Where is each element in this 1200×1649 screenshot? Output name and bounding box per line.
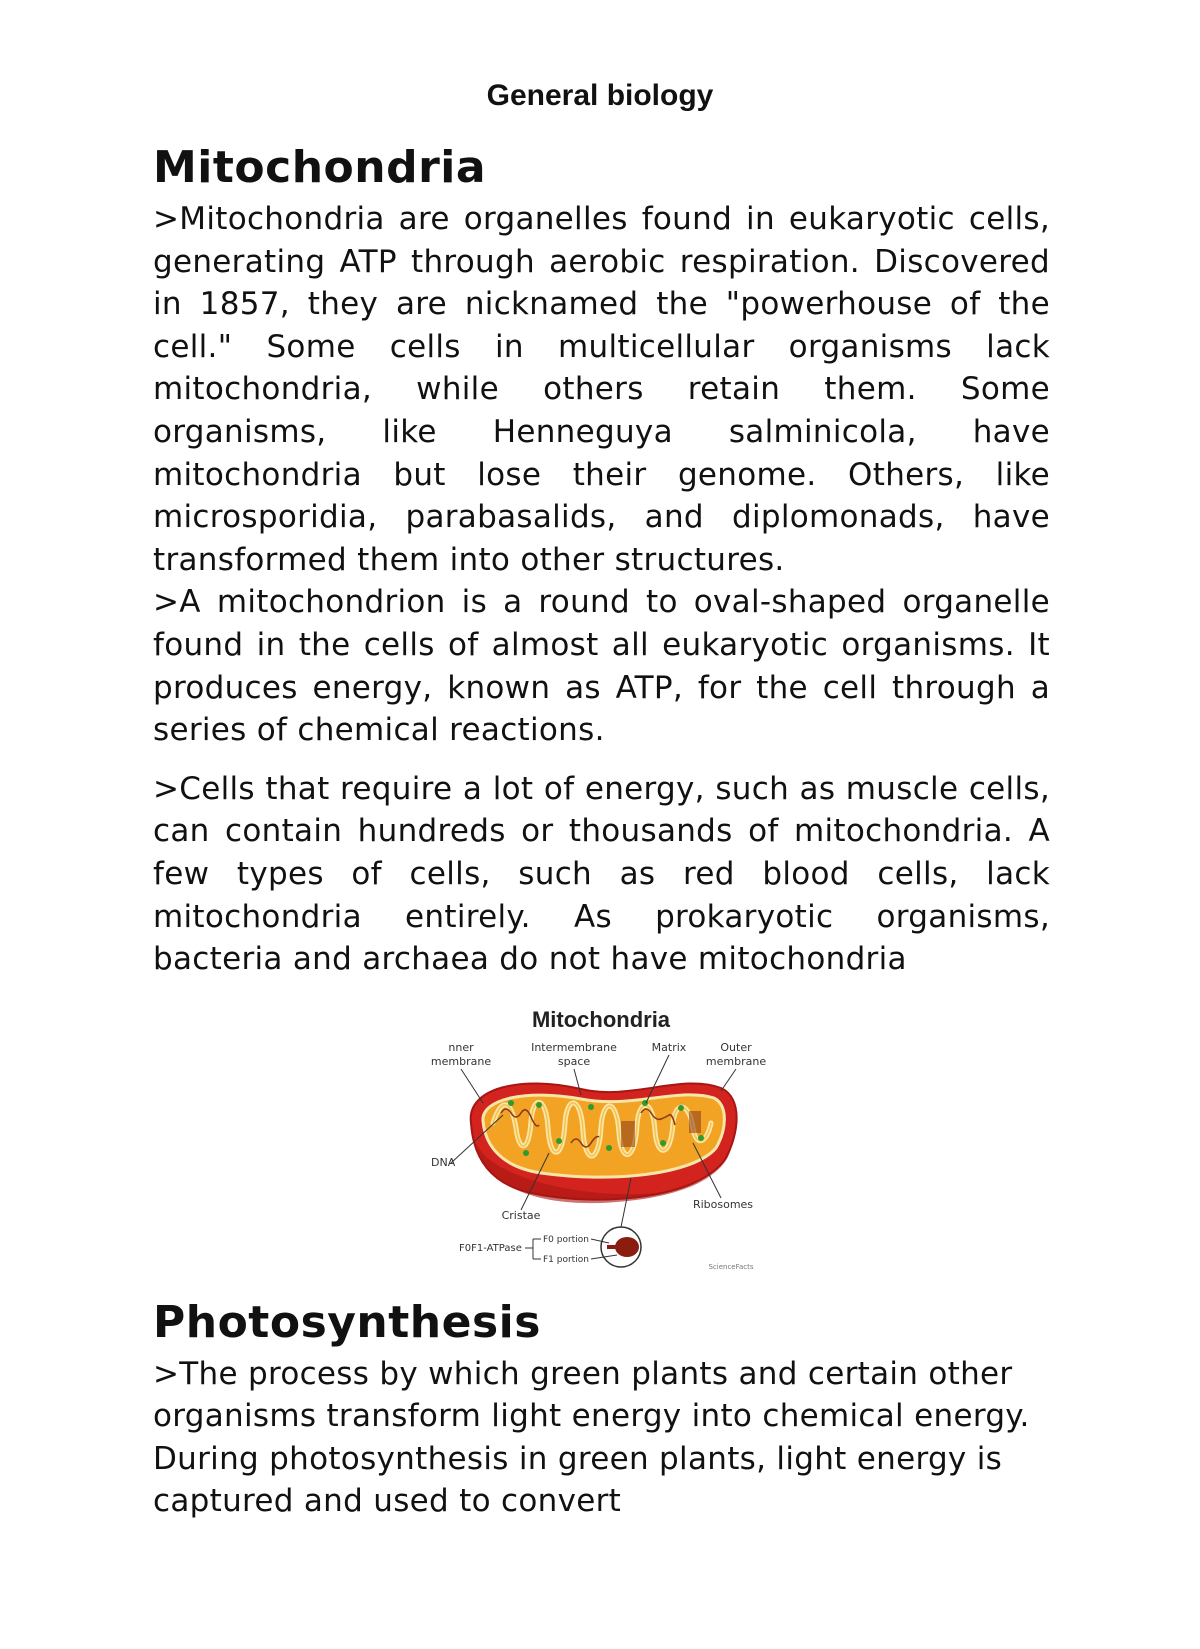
- ribosome-dot: [588, 1104, 594, 1110]
- label-intermembrane-1: Intermembrane: [531, 1040, 617, 1054]
- ribosome-dot: [523, 1150, 529, 1156]
- leader-inner-membrane: [461, 1069, 483, 1103]
- label-cristae: Cristae: [501, 1208, 541, 1222]
- ribosome-dot: [556, 1138, 562, 1144]
- label-intermembrane-2: space: [557, 1054, 591, 1068]
- label-inner-membrane-1: nner: [448, 1040, 474, 1054]
- diagram-credit: ScienceFacts: [708, 1262, 754, 1271]
- ribosome-dot: [508, 1100, 514, 1106]
- mitochondria-diagram: [431, 1003, 771, 1283]
- label-ribosomes: Ribosomes: [692, 1197, 754, 1211]
- label-outer-membrane-2: membrane: [705, 1054, 767, 1068]
- ribosome-dot: [660, 1140, 666, 1146]
- paragraph-mitochondria-3: >Cells that require a lot of energy, such as muscle cells, can contain hundreds or thousands of mitochondria. A few types of cells, such as red blood cells, lack mitochondria entirely. As prokaryotic organisms, bacteria and archaea do not have mitochondria: [153, 770, 1050, 978]
- ribosome-dot: [678, 1105, 684, 1111]
- diagram-title: Mitochondria: [531, 1006, 671, 1032]
- paragraph-photosynthesis-1: >The process by which green plants and certain other organisms transform light energy into chemical energy. During photosynthesis in green plants, light energy is captured and used to convert: [153, 1355, 1030, 1520]
- label-f1-portion: F1 portion: [543, 1254, 589, 1265]
- label-f0-portion: F0 portion: [543, 1234, 589, 1245]
- document-title: General biology: [486, 79, 714, 112]
- ribosome-cluster-2: [689, 1111, 701, 1133]
- label-atp-synthase: F0F1-ATPase: [459, 1242, 522, 1254]
- section-heading-photosynthesis: Photosynthesis: [153, 1296, 541, 1348]
- label-matrix: Matrix: [651, 1040, 687, 1054]
- bracket-atp-synthase: [525, 1239, 541, 1259]
- mitochondria-diagram-svg: [431, 1003, 771, 1283]
- label-dna: DNA: [431, 1155, 456, 1169]
- paragraph-mitochondria-2: >A mitochondrion is a round to oval-shaped organelle found in the cells of almost all eukaryotic organisms. It produces energy, known as ATP, for the cell through a series of chemical reactions.: [153, 584, 1050, 749]
- section-heading-mitochondria: Mitochondria: [153, 142, 487, 193]
- ribosome-dot: [536, 1102, 542, 1108]
- paragraph-mitochondria-1: >Mitochondria are organelles found in eukaryotic cells, generating ATP through aerobic respiration. Discovered in 1857, they are nicknamed the "powerhouse of the cell." Some cells in multicellular organisms lack mitochondria, while others retain them. Some organisms, like Henneguya salminicola, have mitochondria but lose their genome. Others, like microsporidia, parabasalids, and diplomonads, have transformed them into other structures.: [153, 201, 1050, 578]
- ribosome-dot: [698, 1135, 704, 1141]
- label-outer-membrane-1: Outer: [720, 1040, 752, 1054]
- ribosome-cluster-1: [621, 1121, 635, 1147]
- leader-outer-membrane: [721, 1069, 736, 1091]
- document-body: [153, 138, 1050, 1523]
- atp-synthase-stalk: [607, 1245, 619, 1249]
- ribosome-dot: [606, 1145, 612, 1151]
- label-inner-membrane-2: membrane: [431, 1054, 492, 1068]
